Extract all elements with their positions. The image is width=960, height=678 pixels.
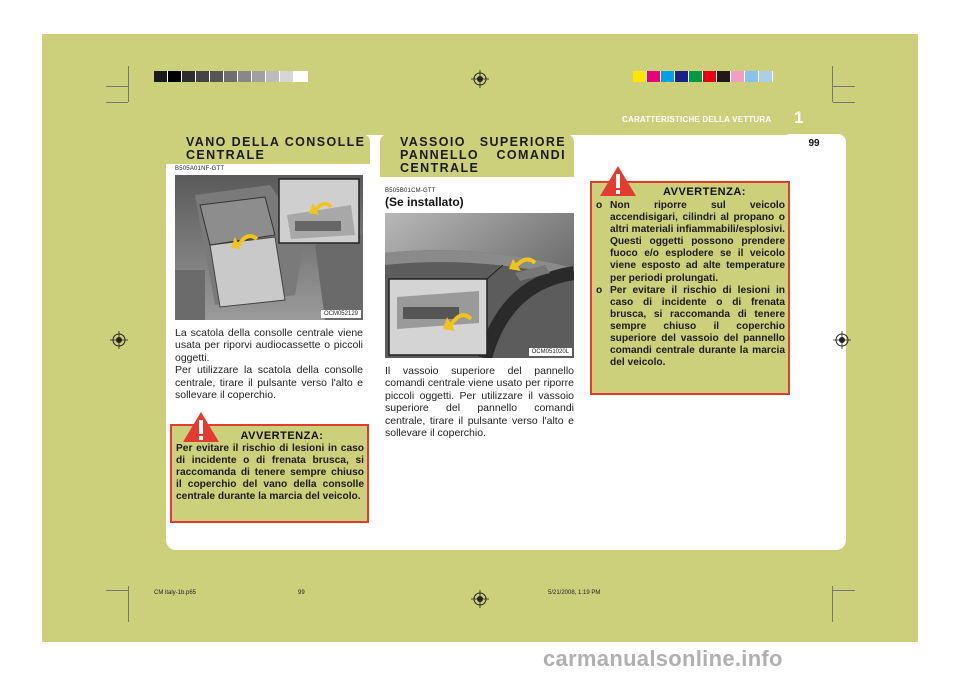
calibration-swatch: [238, 71, 252, 82]
crop-mark: [833, 590, 855, 591]
calibration-swatch: [759, 71, 773, 82]
list-item-text: Per evitare il rischio di lesioni in caso di incidente o di frenata brusca, si raccomanda di tenere sempre chiuso il coperchio superiore del vassoio del pannello comandi centrale durante la marcia del veicolo.: [610, 284, 785, 369]
section-code: B505A01NF-GTT: [175, 166, 225, 172]
crop-mark: [128, 66, 129, 102]
calibration-swatch: [210, 71, 224, 82]
crop-mark: [832, 586, 833, 622]
registration-mark-icon: [110, 331, 128, 349]
warning-triangle-icon: [182, 411, 220, 443]
heading-word: VASSOIO: [400, 135, 466, 149]
registration-mark-icon: [471, 70, 489, 88]
calibration-swatch: [280, 71, 294, 82]
heading-line: CENTRALE: [400, 161, 480, 175]
heading-line: VANO DELLA CONSOLLE: [186, 135, 366, 149]
paragraph: Per utilizzare la scatola della consolle centrale, tirare il pulsante verso l'alto e sollevare il coperchio.: [175, 364, 363, 402]
warning-list: [596, 200, 785, 369]
crop-mark: [106, 102, 128, 103]
section-code: B505B01CM-GTT: [385, 188, 436, 194]
chapter-number: 1: [794, 108, 804, 127]
warning-title: AVVERTENZA:: [240, 430, 324, 442]
calibration-swatch: [675, 71, 689, 82]
paragraph: La scatola della consolle centrale viene usata per riporvi audiocassette o piccoli oggetti.: [175, 327, 363, 364]
registration-mark-icon: [833, 331, 851, 349]
bullet: o: [596, 284, 603, 296]
bullet: o: [596, 200, 603, 211]
calibration-swatch: [224, 71, 238, 82]
chapter-title: CARATTERISTICHE DELLA VETTURA: [622, 115, 772, 124]
calibration-swatch: [689, 71, 703, 82]
calibration-swatch: [266, 71, 280, 82]
calibration-swatch: [745, 71, 759, 82]
crop-mark: [128, 586, 129, 622]
watermark: carmanualsonline.info: [543, 646, 783, 671]
warning-triangle-icon: [599, 165, 637, 197]
crop-mark: [106, 86, 128, 87]
calibration-swatch: [252, 71, 266, 82]
registration-mark-icon: [471, 590, 489, 608]
image-label: OCM052129: [321, 310, 361, 318]
calibration-swatch: [294, 71, 308, 82]
calibration-swatch: [717, 71, 731, 82]
heading-word: SUPERIORE: [479, 135, 566, 149]
calibration-swatch: [647, 71, 661, 82]
grayscale-calibration-bar: [154, 71, 308, 82]
calibration-swatch: [731, 71, 745, 82]
section-subtitle: (Se installato): [385, 195, 464, 209]
calibration-swatch: [703, 71, 717, 82]
calibration-swatch: [661, 71, 675, 82]
console-description: [175, 327, 363, 401]
warning-box-tray: [590, 181, 790, 395]
console-photo: [175, 175, 363, 320]
section-heading-console: [166, 134, 370, 164]
calibration-swatch: [633, 71, 647, 82]
color-calibration-bar: [633, 71, 773, 82]
heading-word: COMANDI: [496, 148, 566, 162]
crop-mark: [833, 102, 855, 103]
list-item: [596, 200, 785, 285]
calibration-swatch: [168, 71, 182, 82]
page-number: 99: [782, 134, 846, 153]
list-item: [596, 285, 785, 370]
crop-mark: [106, 590, 128, 591]
warning-title: AVVERTENZA:: [663, 186, 746, 198]
footer-timestamp: 5/21/2008, 1:19 PM: [548, 590, 601, 596]
tray-photo: [385, 213, 574, 358]
heading-word: PANNELLO: [400, 148, 480, 162]
list-item-text: Non riporre sul veicolo accendisigari, cilindri al propano o altri materiali infiammabili/esplosivi. Questi oggetti possono prendere fuoco e/o esplodere se il veicolo viene esposto ad alte temperature per periodi prolungati.: [610, 200, 785, 284]
heading-line: CENTRALE: [186, 148, 266, 162]
crop-mark: [833, 86, 855, 87]
calibration-swatch: [154, 71, 168, 82]
calibration-swatch: [196, 71, 210, 82]
image-label: OCM051020L: [529, 348, 572, 356]
tray-description: Il vassoio superiore del pannello comandi centrale viene usato per riporre piccoli oggetti. Per utilizzare il vassoio superiore del pannello comandi centrale, tirare il pulsante verso l'alto e sollevare il coperchio.: [385, 365, 574, 440]
footer-page: 99: [298, 590, 305, 596]
calibration-swatch: [182, 71, 196, 82]
section-heading-tray: [380, 134, 574, 177]
crop-mark: [832, 66, 833, 102]
warning-text: Per evitare il rischio di lesioni in caso di incidente o di frenata brusca, si raccomanda di tenere sempre chiuso il coperchio del vano della consolle centrale durante la marcia del veicolo.: [176, 443, 364, 503]
footer-file: CM italy-1b.p65: [154, 590, 197, 596]
